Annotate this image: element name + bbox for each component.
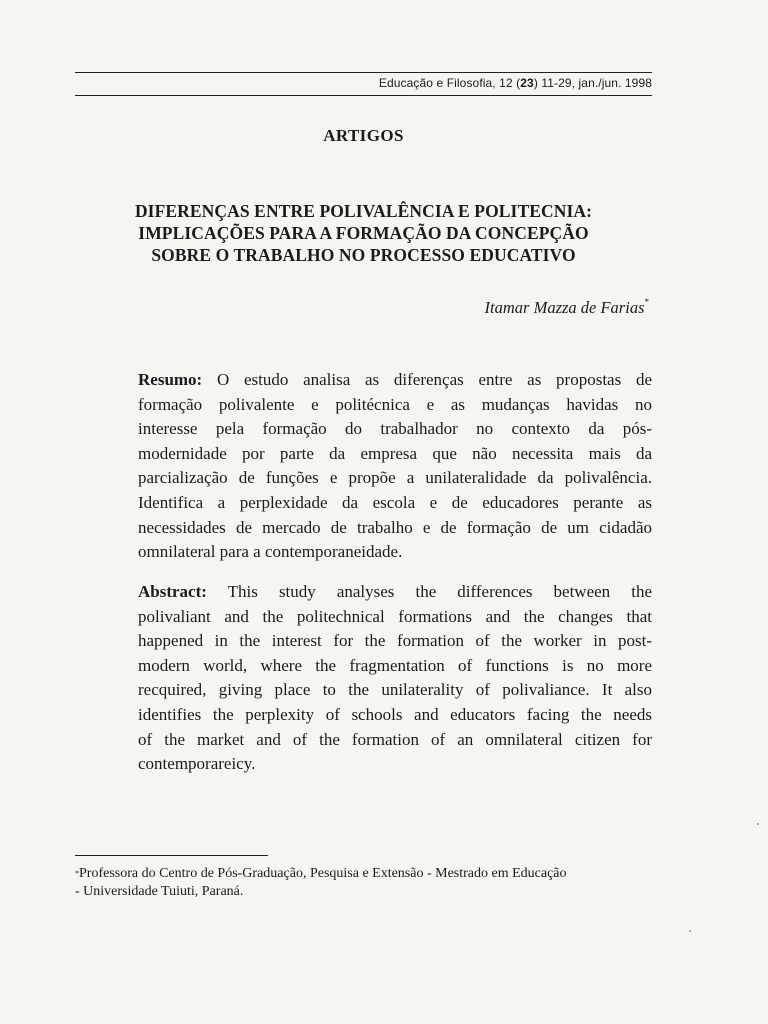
article-title-line: SOBRE O TRABALHO NO PROCESSO EDUCATIVO bbox=[151, 245, 576, 265]
resumo-label: Resumo: bbox=[138, 370, 203, 389]
article-title bbox=[80, 200, 647, 266]
resumo-line: modernidade por parte da empresa que não necessita mais da bbox=[138, 443, 652, 463]
running-head-journal: Educação e Filosofia, 12 ( bbox=[378, 76, 521, 90]
abstract-line: identifies the perplexity of schools and educators facing the needs bbox=[138, 704, 652, 724]
header-rule-top bbox=[75, 72, 652, 73]
footnote-line: - Universidade Tuiuti, Paraná. bbox=[75, 884, 244, 899]
abstract-line: of the market and of the formation of an omnilateral citizen for bbox=[138, 729, 652, 749]
abstract-label: Abstract: bbox=[138, 582, 207, 601]
abstract-line: recquired, giving place to the unilaterality of polivaliance. It also bbox=[138, 680, 652, 700]
article-title-line: DIFERENÇAS ENTRE POLIVALÊNCIA E POLITECNIA: bbox=[134, 201, 593, 221]
abstract-line: happened in the interest for the formation of the worker in post- bbox=[138, 631, 652, 651]
author-name: Itamar Mazza de Farias bbox=[484, 298, 645, 317]
article-title-line: IMPLICAÇÕES PARA A FORMAÇÃO DA CONCEPÇÃO bbox=[138, 223, 589, 243]
scan-speck bbox=[689, 930, 691, 932]
author-footnote-mark: * bbox=[644, 297, 649, 307]
resumo-line-text: O estudo analisa as diferenças entre as propostas de bbox=[202, 370, 652, 389]
resumo-line bbox=[138, 368, 652, 393]
resumo-paragraph bbox=[138, 368, 652, 565]
footnote-text: Professora do Centro de Pós-Graduação, Pesquisa e Extensão - Mestrado em Educação bbox=[79, 866, 567, 881]
resumo-line: formação polivalente e politécnica e as mudanças havidas no bbox=[138, 394, 652, 414]
footnote-mark: * bbox=[75, 869, 79, 878]
running-head-issue: 23 bbox=[520, 76, 534, 90]
running-head bbox=[75, 76, 652, 90]
resumo-line: necessidades de mercado de trabalho e de formação de um cidadão bbox=[138, 517, 652, 537]
author-byline bbox=[75, 298, 649, 318]
abstract-line: contemporareicy. bbox=[138, 754, 256, 774]
resumo-line: Identifica a perplexidade da escola e de educadores perante as bbox=[138, 492, 652, 512]
running-head-pages-date: ) 11-29, jan./jun. 1998 bbox=[533, 76, 652, 90]
resumo-line: omnilateral para a contemporaneidade. bbox=[138, 542, 403, 562]
abstract-paragraph bbox=[138, 580, 652, 777]
resumo-line: parcialização de funções e propõe a unilateralidade da polivalência. bbox=[138, 468, 652, 488]
footnote-line bbox=[75, 865, 665, 883]
scan-speck bbox=[757, 823, 759, 825]
footnote-rule bbox=[75, 855, 268, 856]
abstract-line bbox=[138, 580, 652, 605]
abstract-line-text: This study analyses the differences between the bbox=[206, 582, 652, 601]
abstract-line: polivaliant and the politechnical formations and the changes that bbox=[138, 606, 652, 626]
footnote bbox=[75, 865, 665, 901]
header-rule-bottom bbox=[75, 95, 652, 96]
abstract-line: modern world, where the fragmentation of functions is no more bbox=[138, 655, 652, 675]
section-title: ARTIGOS bbox=[323, 126, 404, 145]
resumo-line: interesse pela formação do trabalhador no contexto da pós- bbox=[138, 419, 652, 439]
